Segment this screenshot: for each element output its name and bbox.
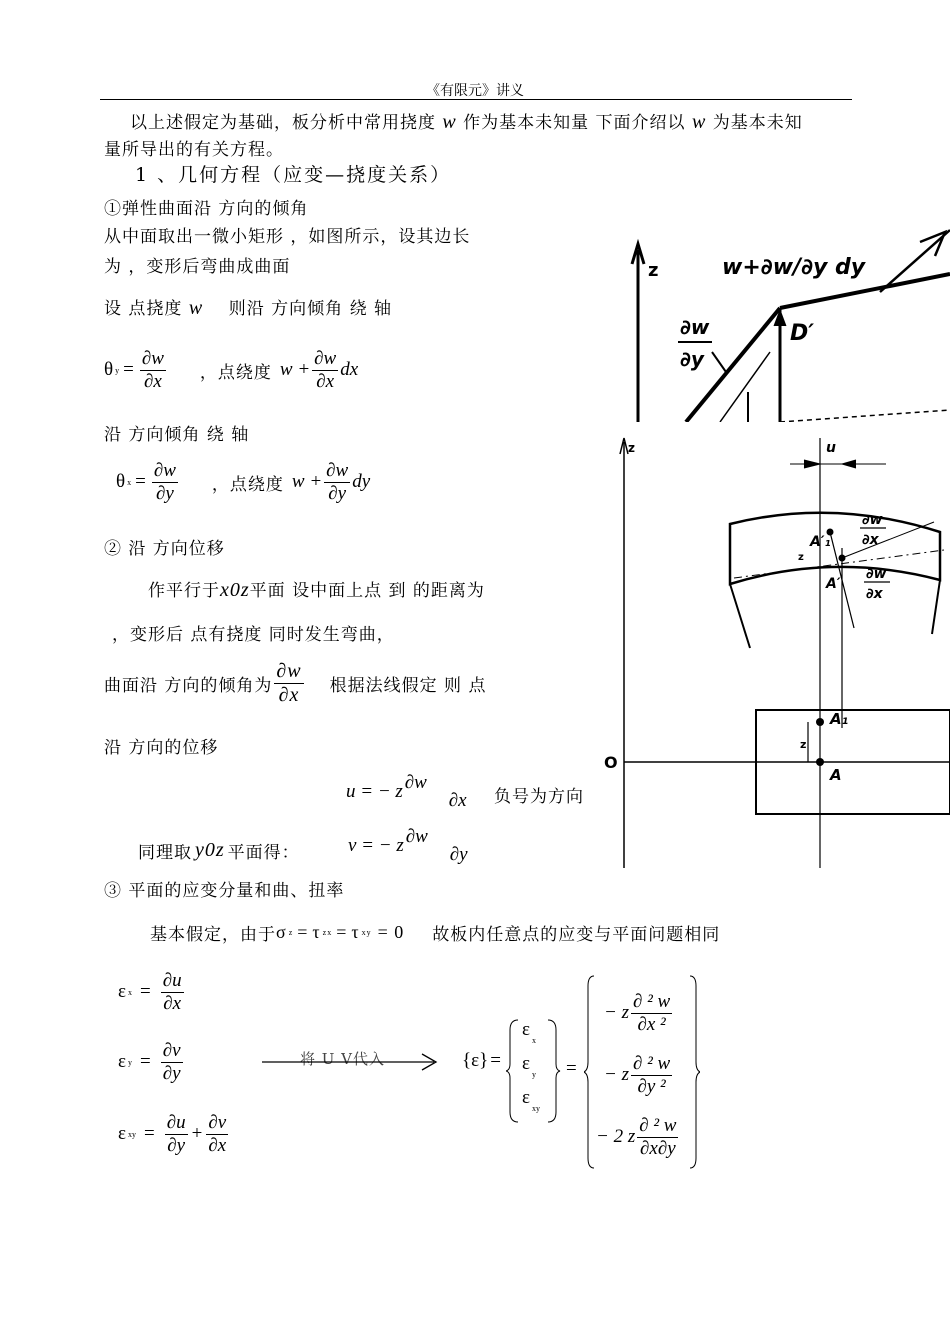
u-note: 负号为方向	[494, 787, 584, 807]
eps-xy-equation: ε xy = $\frac{\partial u}{\partial y}$ + $\frac{\partial v}{\partial x}$	[118, 1112, 227, 1156]
fig2-u-label: u	[826, 440, 836, 456]
section-heading-1: 1 、几何方程（应变—挠度关系）	[135, 164, 452, 186]
fig2-dx1-label: ∂x	[862, 532, 879, 548]
intro-line-2: 量所导出的有关方程。	[104, 140, 284, 160]
fig2-z-small-label: z	[800, 738, 807, 751]
theta-x-equation: θ x = $\frac{\partial w}{\partial y}$ ，点绕度 w + $\frac{\partial w}{\partial y}$ dy	[116, 460, 371, 504]
fig2-A1-label: A₁	[830, 710, 849, 728]
page-header: 《有限元》讲义	[426, 83, 524, 99]
eps-y-equation: ε y = $\frac{\partial v}{\partial y}$	[118, 1040, 181, 1084]
intro-line-1: 以上述假定为基础，板分析中常用挠度 w 作为基本未知量 下面介绍以 w 为基本未知	[130, 111, 803, 133]
eps-vector-symbol: { ε } =	[462, 1050, 501, 1071]
fig2-dx2-label: ∂x	[866, 586, 883, 602]
para-5: 作平行于x0z平面 设中面上点 到 的距离为	[148, 579, 485, 601]
eps-vector-components: $\varepsilon_x$ $\varepsilon_y$ $\varepsilon_{xy}$	[522, 1019, 540, 1113]
eq-sign-2: =	[566, 1058, 577, 1079]
para-4: 沿 方向倾角 绕 轴	[104, 425, 250, 445]
u-equation: u = − z ∂w ∂x	[346, 772, 467, 811]
para-6: ，变形后 点有挠度 同时发生弯曲，	[112, 625, 395, 645]
v-equation: v = − z ∂w ∂y	[348, 826, 468, 865]
fig2-z-label: z	[628, 441, 635, 455]
fig2-A1p-label: A′₁	[810, 534, 831, 550]
fig2-dw1-label: ∂w	[862, 512, 883, 528]
fig1-z-label: z	[648, 260, 659, 281]
curvature-vector: − z $\frac{\text{∂ ² w}}{\text{∂x ²}}$ − z $\frac{\text{∂ ² w}}{\text{∂y ²}}$ − 2 z $\frac{\text{∂ ² w}}{\partial x\partial y}$	[596, 990, 677, 1159]
subsection-1: ①弹性曲面沿 方向的倾角	[104, 199, 309, 219]
fig2-dw2-label: ∂w	[866, 566, 887, 582]
header-rule	[100, 99, 852, 100]
fig1-dw-label: ∂w	[680, 315, 710, 339]
para-3: 设 点挠度 w 则沿 方向倾角 绕 轴	[104, 297, 392, 319]
theta-y-equation: θ y = $\frac{\partial w}{\partial x}$ ，点绕度 w + $\frac{\partial w}{\partial x}$ dx	[104, 348, 359, 392]
subsection-2: ② 沿 方向位移	[104, 539, 225, 559]
figure-plate-element	[590, 222, 950, 422]
eps-x-equation: ε x = $\frac{\partial u}{\partial x}$	[118, 970, 182, 1014]
figure-bending-displacement	[594, 428, 950, 868]
para-2: 为 ，变形后弯曲成曲面	[104, 257, 291, 277]
fig2-origin-label: O	[604, 753, 618, 772]
para-1: 从中面取出一微小矩形 ，如图所示，设其边长	[104, 227, 471, 247]
fig2-Ap-label: A′	[826, 576, 841, 592]
para-10: 同理取 y0z 平面得：	[138, 839, 300, 863]
substitute-arrow-label: 将 U V代入	[300, 1050, 386, 1068]
para-8: 沿 方向的位移	[104, 738, 219, 758]
fig1-top-label: w+∂w/∂y dy	[722, 255, 866, 280]
para-11: 基本假定，由于 σ z = τ zx = τ xy = 0 故板内任意点的应变与平面问题相同	[150, 922, 721, 945]
fig1-dy-label: ∂y	[680, 347, 704, 371]
fig1-D-label: D′	[790, 321, 815, 346]
para-7: 曲面沿 方向的倾角为 $\frac{\partial w}{\partial x}$ 根据法线假定 则 点	[104, 660, 487, 706]
fig2-z-tilt-label: z	[798, 552, 804, 563]
subsection-3: ③ 平面的应变分量和曲、扭率	[104, 881, 345, 901]
substitute-arrow	[262, 1052, 442, 1072]
fig2-A-label: A	[830, 766, 842, 784]
